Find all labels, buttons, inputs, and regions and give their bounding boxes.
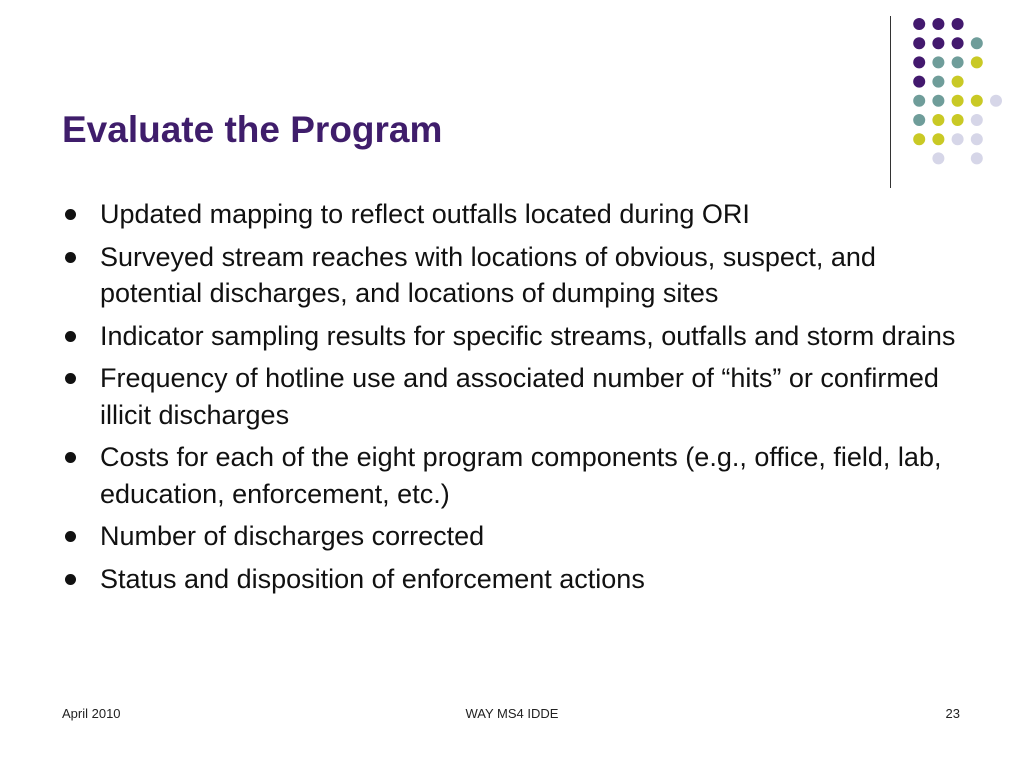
decorative-dot [932, 114, 944, 126]
bullet-list [62, 196, 982, 603]
bullet-item [62, 239, 982, 312]
bullet-dot-icon [65, 452, 76, 463]
decorative-dot [913, 18, 925, 30]
decorative-dot [971, 95, 983, 107]
decorative-dot [971, 114, 983, 126]
bullet-item [62, 360, 982, 433]
decorative-dot [913, 114, 925, 126]
bullet-dot-icon [65, 209, 76, 220]
decorative-dot [971, 56, 983, 68]
bullet-dot-icon [65, 574, 76, 585]
decorative-dot [990, 95, 1002, 107]
decorative-dot [952, 18, 964, 30]
decorative-dot [952, 76, 964, 88]
bullet-text: Indicator sampling results for specific streams, outfalls and storm drains [100, 320, 956, 351]
bullet-item [62, 518, 982, 555]
decorative-dot [952, 95, 964, 107]
bullet-dot-icon [65, 373, 76, 384]
decorative-dot [952, 114, 964, 126]
vertical-divider [890, 16, 891, 188]
bullet-text: Costs for each of the eight program components (e.g., office, field, lab, education, enforcement, etc.) [100, 442, 942, 509]
decorative-dot [932, 152, 944, 164]
footer-date: April 2010 [62, 706, 121, 721]
bullet-text: Updated mapping to reflect outfalls located during ORI [100, 199, 750, 229]
decorative-dot [932, 76, 944, 88]
bullet-text: Status and disposition of enforcement actions [100, 563, 645, 594]
bullet-dot-icon [65, 331, 76, 342]
decorative-dot [913, 133, 925, 145]
decorative-dot [971, 133, 983, 145]
decorative-dot [913, 56, 925, 68]
decorative-dot [932, 37, 944, 49]
bullet-dot-icon [65, 531, 76, 542]
decorative-dot [932, 133, 944, 145]
footer-title: WAY MS4 IDDE [465, 706, 559, 721]
bullet-text: Number of discharges corrected [100, 521, 485, 551]
decorative-dot [913, 76, 925, 88]
slide-title: Evaluate the Program [62, 109, 443, 150]
bullet-item [62, 561, 982, 598]
decorative-dot-grid [0, 0, 1024, 200]
decorative-dot [952, 56, 964, 68]
bullet-item [62, 439, 982, 512]
decorative-dot [913, 37, 925, 49]
decorative-dot [932, 95, 944, 107]
bullet-dot-icon [65, 252, 76, 263]
decorative-dot [971, 37, 983, 49]
decorative-dot [952, 133, 964, 145]
decorative-dot [952, 37, 964, 49]
footer-page-number: 23 [945, 706, 960, 721]
bullet-item [62, 196, 982, 233]
decorative-dot [932, 18, 944, 30]
decorative-dot [913, 95, 925, 107]
bullet-item [62, 318, 982, 355]
decorative-dot [932, 56, 944, 68]
decorative-dot [971, 152, 983, 164]
bullet-text: Surveyed stream reaches with locations of obvious, suspect, and potential discharges, and locations of dumping sites [100, 241, 876, 308]
bullet-text: Frequency of hotline use and associated number of “hits” or confirmed illicit discharges [100, 363, 939, 430]
